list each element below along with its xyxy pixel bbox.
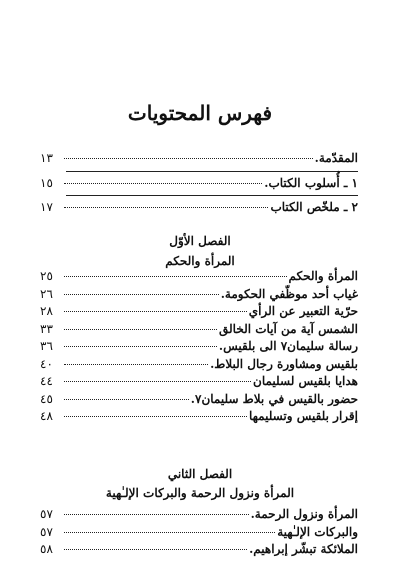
toc-entry[interactable] <box>40 541 358 559</box>
dot-leader <box>64 276 287 277</box>
toc-entry-page: ٥٧ <box>40 524 53 539</box>
dot-leader <box>64 399 189 400</box>
dot-leader <box>64 381 251 382</box>
dot-leader <box>64 158 313 159</box>
toc-entry-page: ٤٤ <box>40 374 53 388</box>
toc-entry-page: ٤٨ <box>40 409 53 423</box>
toc-entry[interactable] <box>40 303 358 321</box>
toc-entry-page: ٢٦ <box>40 286 53 301</box>
toc-entry-page: ٣٣ <box>40 321 53 336</box>
toc-chapter-2-section <box>40 506 358 559</box>
toc-entry-title: رسالة سليمان٧ الى بلقيس. <box>218 339 358 353</box>
toc-entry-title: ١ ـ أُسلوب الكتاب. <box>264 175 358 190</box>
toc-chapter-1-section <box>40 268 358 426</box>
page-title: فهرس المحتويات <box>127 101 273 125</box>
toc-entry-page: ٤٥ <box>40 391 53 406</box>
toc-entry[interactable] <box>40 356 358 374</box>
dot-leader <box>64 207 268 208</box>
row-divider <box>66 195 358 196</box>
dot-leader <box>64 346 217 347</box>
toc-entry[interactable] <box>40 321 358 339</box>
dot-leader <box>64 311 247 312</box>
toc-entry[interactable] <box>40 286 358 304</box>
toc-entry-title: والبركات الإلـٰهية <box>277 524 358 539</box>
toc-entry[interactable] <box>40 338 358 356</box>
chapter-1-title: المرأة والحكم <box>165 254 235 268</box>
toc-entry-page: ١٥ <box>40 175 53 190</box>
toc-entry-title: غياب أحد موظّفي الحكومة. <box>220 286 358 301</box>
toc-entry[interactable] <box>40 524 358 542</box>
toc-entry-title: حرّية التعبير عن الرأي <box>248 304 358 318</box>
chapter-1-label: الفصل الأوّل <box>169 234 231 248</box>
dot-leader <box>64 549 247 550</box>
toc-entry[interactable] <box>40 199 358 217</box>
toc-entry-page: ١٧ <box>40 200 53 214</box>
toc-entry-title: إقرار بلقيس وتسليمها <box>248 409 358 423</box>
toc-entry[interactable] <box>40 373 358 391</box>
toc-entry-title: هدايا بلقيس لسليمان <box>253 374 358 388</box>
dot-leader <box>64 532 275 533</box>
toc-entry-title: المقدّمة. <box>314 151 358 165</box>
dot-leader <box>64 183 262 184</box>
toc-entry-page: ٥٨ <box>40 542 53 556</box>
toc-entry-title: بلقيس ومشاورة رجال البلاط. <box>210 356 358 371</box>
toc-entry[interactable] <box>40 150 358 168</box>
toc-entry-page: ٢٥ <box>40 269 53 283</box>
toc-entry-title: الشمس آية من آيات الخالق <box>219 321 358 336</box>
dot-leader <box>64 364 208 365</box>
dot-leader <box>64 329 217 330</box>
toc-entry-title: ٢ ـ ملخّص الكتاب <box>270 200 358 214</box>
dot-leader <box>64 416 247 417</box>
toc-entry-page: ٥٧ <box>40 507 53 521</box>
toc-entry-title: الملائكة تبشّر إبراهيم. <box>249 542 358 556</box>
toc-entry-page: ٢٨ <box>40 304 53 318</box>
toc-entry[interactable] <box>40 408 358 426</box>
dot-leader <box>64 294 219 295</box>
chapter-2-title: المرأة ونزول الرحمة والبركات الإلـٰهية <box>105 486 295 500</box>
toc-entry-page: ٤٠ <box>40 356 53 371</box>
chapter-2-label: الفصل الثاني <box>167 467 233 481</box>
dot-leader <box>64 514 249 515</box>
toc-entry-page: ١٣ <box>40 151 53 165</box>
toc-intro-section <box>40 150 358 217</box>
toc-entry[interactable] <box>40 268 358 286</box>
row-divider <box>66 171 358 172</box>
toc-entry[interactable] <box>40 175 358 193</box>
toc-entry-title: المرأة ونزول الرحمة. <box>250 507 358 521</box>
toc-entry-title: المرأة والحكم <box>288 269 358 283</box>
toc-entry[interactable] <box>40 391 358 409</box>
toc-entry[interactable] <box>40 506 358 524</box>
toc-entry-title: حضور بالقيس في بلاط سليمان٧. <box>190 391 358 406</box>
toc-entry-page: ٣٦ <box>40 339 53 353</box>
